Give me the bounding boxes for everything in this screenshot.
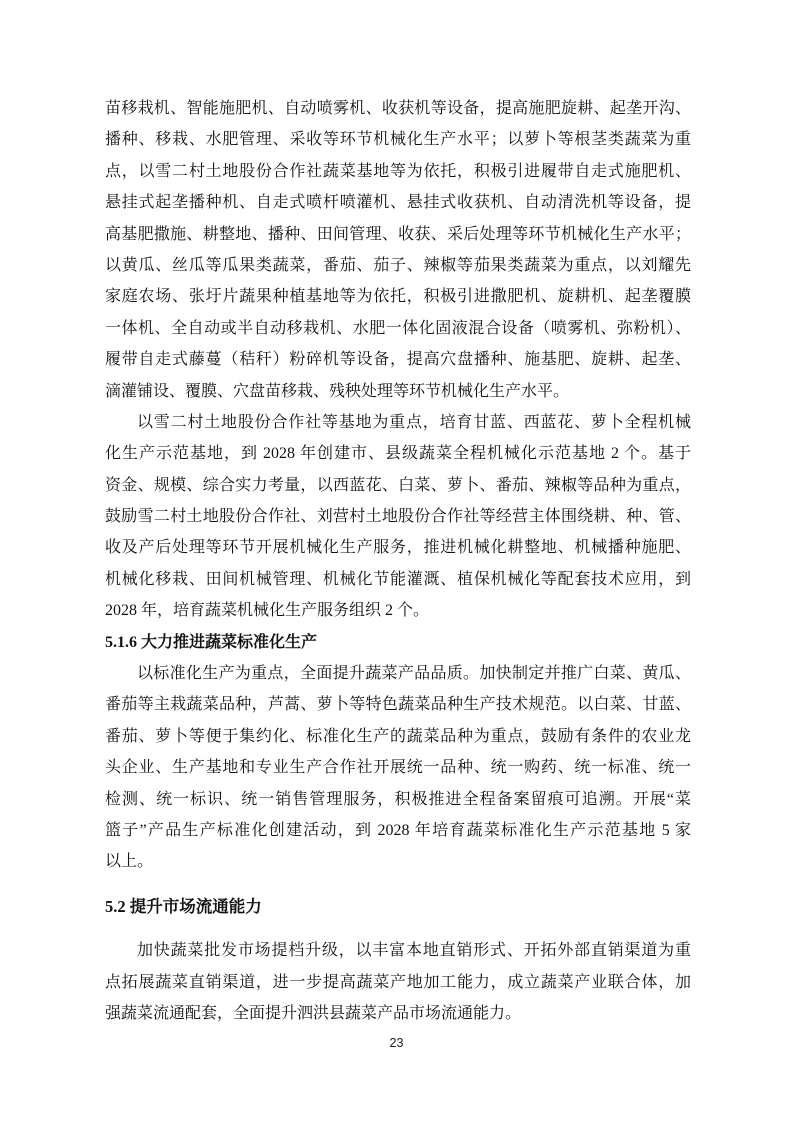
text-line: 点，以雪二村土地股份合作社蔬菜基地等为依托，积极引进履带自走式施肥机、 <box>105 162 691 180</box>
paragraph <box>105 658 691 878</box>
text-line: 悬挂式起垄播种机、自走式喷杆喷灌机、悬挂式收获机、自动清洗机等设备，提 <box>105 194 691 212</box>
text-line: 番茄等主栽蔬菜品种，芦蒿、萝卜等特色蔬菜品种生产技术规范。以白菜、甘蓝、 <box>105 696 691 714</box>
text-line: 点拓展蔬菜直销渠道，进一步提高蔬菜产地加工能力，成立蔬菜产业联合体，加 <box>105 973 691 991</box>
text-line: 滴灌铺设、覆膜、穴盘苗移栽、残秧处理等环节机械化生产水平。 <box>105 382 570 400</box>
text-line: 头企业、生产基地和专业生产合作社开展统一品种、统一购药、统一标准、统一 <box>105 759 691 777</box>
text-line: 履带自走式藤蔓（秸秆）粉碎机等设备，提高穴盘播种、施基肥、旋耕、起垄、 <box>105 351 691 369</box>
text-line: 播种、移栽、水肥管理、采收等环节机械化生产水平；以萝卜等根茎类蔬菜为重 <box>105 131 691 149</box>
section-heading-5-2: 5.2 提升市场流通能力 <box>105 896 262 916</box>
text-line: 一体机、全自动或半自动移栽机、水肥一体化固液混合设备（喷雾机、弥粉机）、 <box>105 319 691 337</box>
paragraph <box>105 935 691 1029</box>
page-number: 23 <box>389 1036 404 1050</box>
text-line: 化生产示范基地，到 2028 年创建市、县级蔬菜全程机械化示范基地 2 个。基于 <box>105 445 691 463</box>
text-line: 高基肥撒施、耕整地、播种、田间管理、收获、采后处理等环节机械化生产水平； <box>105 225 691 243</box>
paragraph <box>105 93 691 407</box>
text-line: 收及产后处理等环节开展机械化生产服务，推进机械化耕整地、机械播种施肥、 <box>105 539 691 557</box>
text-line: 以上。 <box>105 853 154 871</box>
text-line: 以雪二村土地股份合作社等基地为重点，培育甘蓝、西蓝花、萝卜全程机械 <box>137 413 691 431</box>
text-line: 资金、规模、综合实力考量，以西蓝花、白菜、萝卜、番茄、辣椒等品种为重点， <box>105 476 691 494</box>
text-line: 强蔬菜流通配套，全面提升泗洪县蔬菜产品市场流通能力。 <box>105 1004 522 1022</box>
paragraph <box>105 407 691 627</box>
text-line: 2028 年，培育蔬菜机械化生产服务组织 2 个。 <box>105 602 430 620</box>
text-line: 以黄瓜、丝瓜等瓜果类蔬菜，番茄、茄子、辣椒等茄果类蔬菜为重点，以刘耀先 <box>105 256 691 274</box>
text-line: 篮子”产品生产标准化创建活动，到 2028 年培育蔬菜标准化生产示范基地 5 家 <box>105 822 691 839</box>
text-line: 检测、统一标识、统一销售管理服务，积极推进全程备案留痕可追溯。开展“菜 <box>105 790 691 808</box>
text-line: 家庭农场、张圩片蔬果种植基地等为依托，积极引进撒肥机、旋耕机、起垄覆膜 <box>105 288 691 306</box>
section-heading-5-1-6: 5.1.6 大力推进蔬菜标准化生产 <box>105 633 318 651</box>
text-line: 机械化移栽、田间机械管理、机械化节能灌溉、植保机械化等配套技术应用，到 <box>105 570 691 588</box>
body-text <box>105 93 691 1029</box>
text-line: 鼓励雪二村土地股份合作社、刘营村土地股份合作社等经营主体围绕耕、种、管、 <box>105 508 691 526</box>
text-line: 以标准化生产为重点，全面提升蔬菜产品品质。加快制定并推广白菜、黄瓜、 <box>137 665 691 683</box>
text-line: 加快蔬菜批发市场提档升级，以丰富本地直销形式、开拓外部直销渠道为重 <box>137 942 691 960</box>
text-line: 番茄、萝卜等便于集约化、标准化生产的蔬菜品种为重点，鼓励有条件的农业龙 <box>105 727 691 745</box>
text-line: 苗移栽机、智能施肥机、自动喷雾机、收获机等设备，提高施肥旋耕、起垄开沟、 <box>105 100 691 117</box>
